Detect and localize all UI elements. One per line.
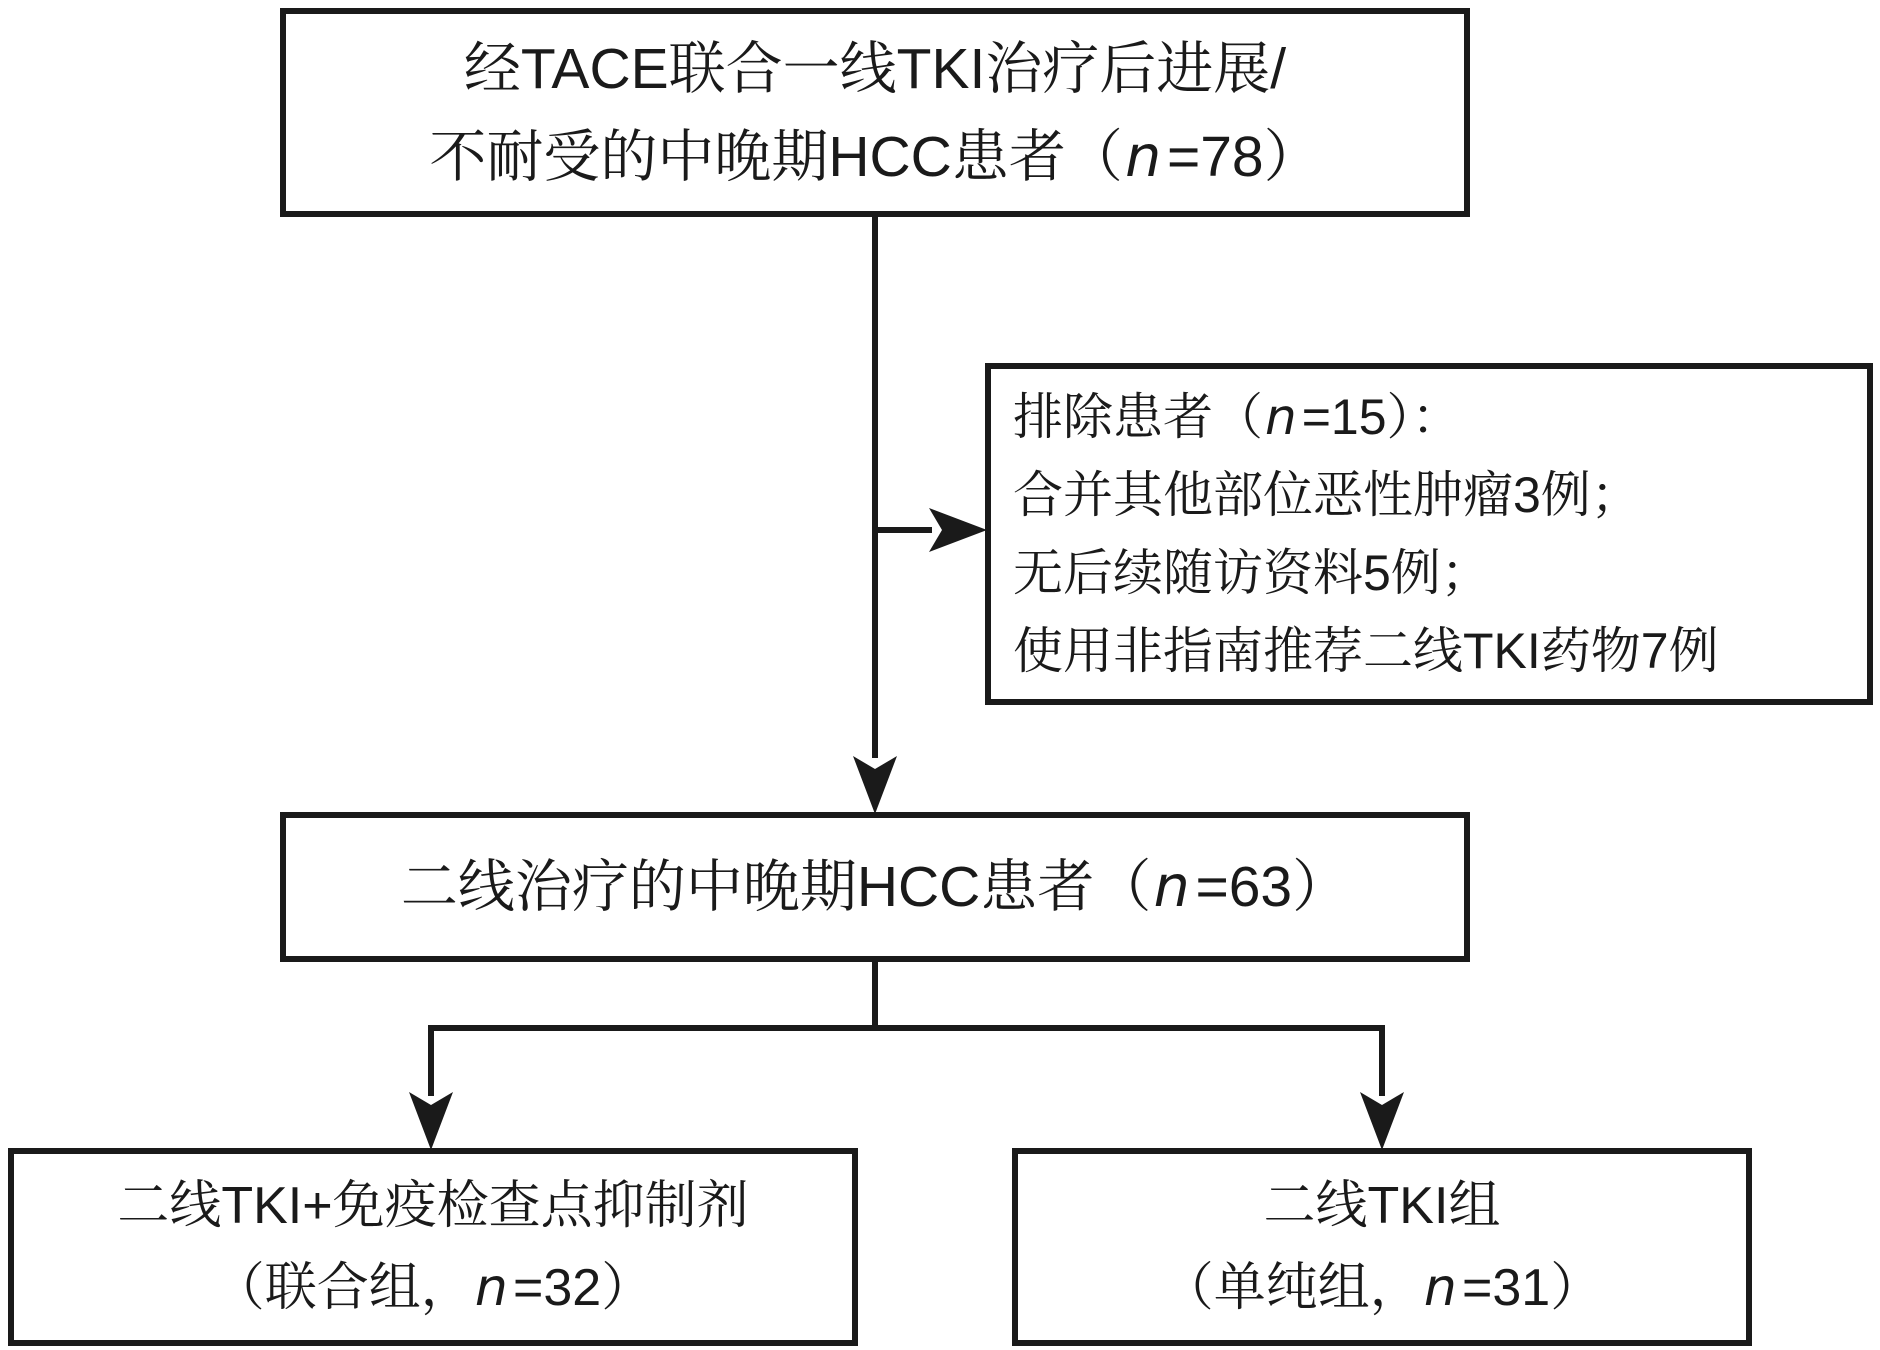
box-excluded-patients (985, 363, 1873, 705)
box-enrolled-patients (280, 8, 1470, 217)
box-second-line-patients (280, 812, 1470, 962)
box-text-line: 二线治疗的中晚期HCC患者（n=63） (400, 854, 1350, 920)
connector-to-monotherapy-group (1379, 1025, 1385, 1096)
box-text-line: 二线TKI+免疫检查点抑制剂 (117, 1177, 749, 1235)
connector-to-combination-group (428, 1025, 434, 1096)
box-text-line: 使用非指南推荐二线TKI药物7例 (1013, 623, 1719, 679)
arrow-down-icon (409, 1092, 453, 1150)
arrow-down-icon (853, 756, 897, 814)
connector-middle-to-split (872, 962, 878, 1031)
box-text-line: 二线TKI组 (1263, 1177, 1501, 1235)
connector-top-to-middle (872, 217, 878, 758)
box-text-line: 经TACE联合一线TKI治疗后进展/ (463, 36, 1287, 101)
box-text-line: 无后续随访资料5例； (1013, 545, 1491, 601)
connector-split-bar (428, 1025, 1385, 1031)
arrow-right-icon (929, 508, 987, 552)
box-text-line: 排除患者（n =15）： (1013, 388, 1462, 446)
arrow-down-icon (1360, 1092, 1404, 1150)
box-text-line: 不耐受的中晚期HCC患者（n=78） (429, 123, 1321, 190)
box-monotherapy-group (1012, 1148, 1752, 1346)
box-text-line: （联合组，n=32） (212, 1258, 654, 1318)
box-text-line: （单纯组，n=31） (1161, 1258, 1603, 1318)
connector-to-exclusion (872, 527, 932, 533)
box-text-line: 合并其他部位恶性肿瘤3例； (1013, 467, 1641, 523)
box-combination-group (8, 1148, 858, 1346)
